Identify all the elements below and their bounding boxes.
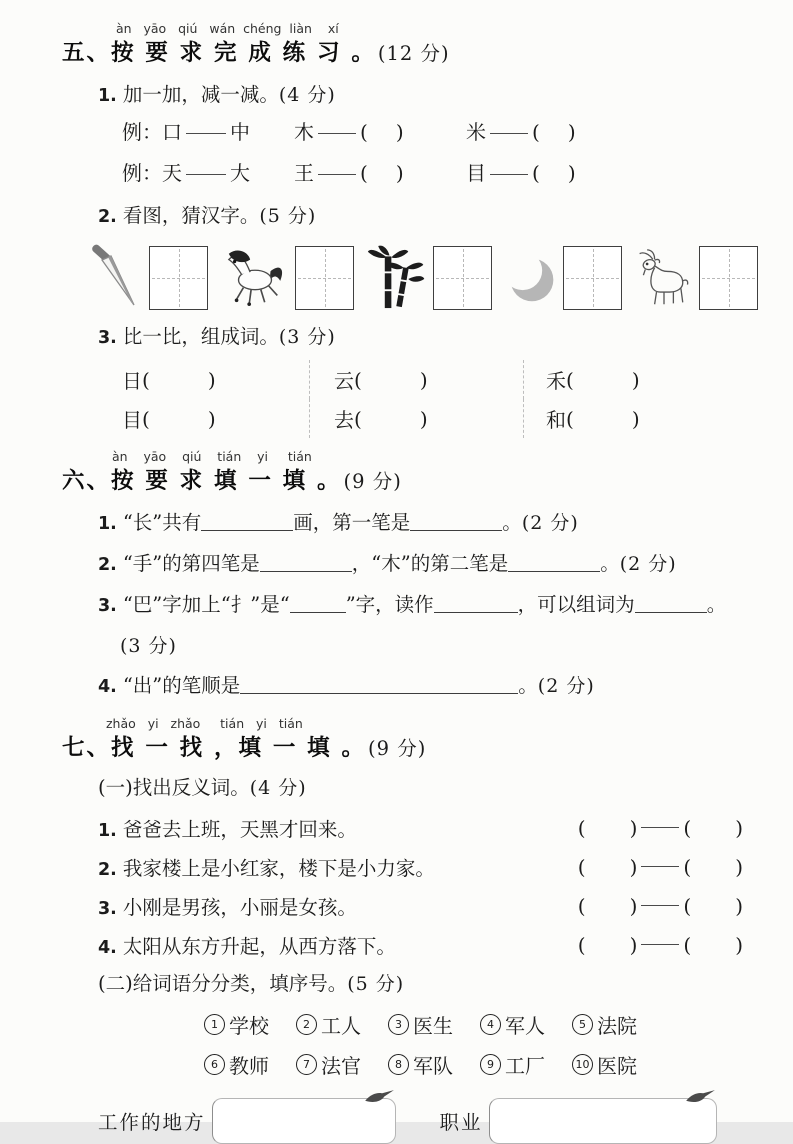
question-5-3-header — [98, 323, 793, 352]
exercise-cell — [466, 116, 576, 145]
circled-number: 3 — [388, 1014, 409, 1035]
circled-number: 9 — [480, 1054, 501, 1075]
word-item — [204, 1010, 269, 1039]
paren-open: ( — [577, 932, 586, 957]
section-six-title: 六、按 要 求 填 一 填 。 — [62, 468, 342, 494]
character-grid-box — [563, 246, 622, 310]
part-two-header — [98, 964, 793, 1004]
question-text: 。 — [518, 674, 538, 697]
antonym-answer-parens — [578, 816, 743, 840]
paren-open: ( — [532, 120, 540, 144]
paren-close: ) — [631, 406, 640, 431]
character-grid-box — [295, 246, 354, 310]
character: 木 — [294, 120, 314, 144]
sentence-number: 1. — [98, 820, 117, 841]
fill-blank — [240, 678, 518, 694]
word-label: 学校 — [229, 1013, 269, 1038]
circled-number: 4 — [480, 1014, 501, 1035]
paren-open: ( — [360, 120, 368, 144]
character: 王 — [294, 161, 314, 185]
antonym-sentence-row — [98, 886, 743, 925]
example-cell — [122, 157, 294, 186]
bird-icon — [363, 1089, 395, 1110]
question-text: “手”的第四笔是 — [122, 552, 260, 575]
word-list-row — [204, 1044, 793, 1084]
question-text: 比一比，组成词。 — [122, 325, 279, 348]
word-item — [480, 1050, 545, 1079]
section-six-score: (9 分) — [343, 470, 402, 493]
paren-close: ) — [419, 406, 428, 431]
question-5-2-header — [98, 202, 793, 231]
character: 日 — [122, 369, 142, 393]
question-6-2 — [98, 544, 793, 585]
goat-icon — [634, 247, 694, 309]
sentence-text: 爸爸去上班，天黑才回来。 — [122, 817, 357, 841]
paren-open: ( — [532, 161, 540, 185]
pinyin-annotation-six: àn yāo qiú tián yi tián — [112, 449, 312, 464]
part-score: (5 分) — [347, 973, 405, 995]
question-score: (2 分) — [537, 675, 595, 697]
bamboo-icon — [366, 244, 428, 312]
dash-line — [641, 905, 679, 906]
sentence — [98, 892, 578, 920]
fill-blank — [635, 597, 707, 613]
word-item — [296, 1010, 361, 1039]
antonym-sentence-row — [98, 925, 743, 964]
exercise-cell — [466, 157, 576, 186]
word-item — [572, 1010, 637, 1039]
sentence — [98, 931, 578, 959]
category-label: 工作的地方 — [98, 1111, 206, 1134]
paren-open: ( — [577, 893, 586, 918]
compare-cell — [122, 399, 310, 438]
antonym-sentence-row — [98, 808, 743, 847]
compare-words-grid — [122, 360, 793, 438]
paren-open: ( — [354, 406, 362, 431]
paren-open: ( — [566, 406, 574, 431]
dash-line — [186, 133, 226, 134]
word-list-row — [204, 1004, 793, 1044]
compare-cell — [310, 399, 524, 438]
question-text: “出”的笔顺是 — [122, 674, 241, 697]
compare-cell — [122, 360, 310, 399]
question-score: (2 分) — [521, 512, 579, 534]
part-one-header — [98, 768, 793, 808]
example-cell — [122, 116, 294, 145]
word-label: 教师 — [229, 1053, 269, 1078]
section-seven-score: (9 分) — [368, 737, 427, 760]
character: 禾 — [546, 369, 566, 393]
question-6-1 — [98, 503, 793, 544]
example-text: 例：天 — [122, 161, 182, 185]
question-text: 。 — [502, 511, 522, 534]
paren-open: ( — [566, 367, 574, 392]
category-label: 职业 — [439, 1111, 483, 1134]
exercise-cell — [294, 157, 466, 186]
word-item — [388, 1010, 453, 1039]
character: 目 — [466, 161, 486, 185]
question-score: (5 分) — [259, 205, 317, 227]
compare-cell — [310, 360, 524, 399]
paren-close: ) — [631, 367, 640, 392]
question-score: (3 分) — [278, 326, 336, 348]
dash-line — [641, 944, 679, 945]
pinyin-annotation-five: àn yāo qiú wán chéng liàn xí — [116, 21, 339, 36]
section-five-header — [62, 37, 793, 71]
question-5-1-header — [98, 81, 793, 110]
paren-close: ) — [395, 161, 404, 185]
paren-close: ) — [735, 893, 743, 918]
word-label: 法院 — [597, 1013, 637, 1038]
word-item — [480, 1010, 545, 1039]
dash-line — [641, 866, 679, 867]
question-score: (3 分) — [120, 635, 177, 657]
circled-number: 1 — [204, 1014, 225, 1035]
dash-line — [490, 174, 528, 175]
dash-line — [318, 133, 356, 134]
section-six-header — [62, 465, 793, 499]
exercise-cell — [294, 116, 466, 145]
question-number: 1. — [98, 514, 117, 534]
paren-open: ( — [683, 932, 692, 957]
paren-open: ( — [360, 161, 368, 185]
fill-blank — [434, 597, 518, 613]
question-text: 画，第一笔是 — [293, 511, 411, 534]
character: 和 — [546, 408, 566, 432]
fill-blank — [290, 597, 346, 613]
example-result: 大 — [230, 161, 250, 185]
word-label: 医生 — [413, 1013, 453, 1038]
compare-cell — [524, 399, 724, 438]
horse-icon — [220, 246, 290, 310]
question-6-4 — [98, 666, 793, 707]
part-label: (二)给词语分分类，填序号。 — [98, 972, 348, 995]
paren-open: ( — [683, 893, 692, 918]
sentence-text: 小刚是男孩，小丽是女孩。 — [122, 895, 357, 919]
category-answer-box — [489, 1098, 717, 1144]
character: 云 — [334, 369, 354, 393]
bird-icon — [684, 1089, 716, 1110]
word-label: 工厂 — [505, 1053, 545, 1078]
paren-open: ( — [142, 367, 150, 392]
antonym-answer-parens — [578, 855, 743, 879]
fill-blank — [260, 556, 352, 572]
paren-open: ( — [577, 854, 586, 879]
character: 目 — [122, 408, 142, 432]
circled-number: 6 — [204, 1054, 225, 1075]
character-grid-box — [149, 246, 208, 310]
question-text: 加一加，减一减。 — [122, 83, 279, 106]
add-subtract-row — [122, 151, 793, 192]
question-number: 1. — [98, 86, 117, 106]
dash-line — [641, 827, 679, 828]
paren-close: ) — [567, 120, 576, 144]
dash-line — [318, 174, 356, 175]
question-text: ，“木”的第二笔是 — [351, 552, 509, 575]
section-five-score: (12 分) — [377, 42, 450, 65]
sentence — [98, 853, 578, 881]
paren-open: ( — [354, 367, 362, 392]
example-result: 中 — [230, 120, 250, 144]
question-number: 4. — [98, 677, 117, 697]
sentence-number: 2. — [98, 859, 117, 880]
paren-close: ) — [419, 367, 428, 392]
question-number: 2. — [98, 555, 117, 575]
moon-icon — [504, 248, 558, 308]
word-item — [388, 1050, 453, 1079]
paren-close: ) — [629, 854, 638, 879]
section-five-title: 五、按 要 求 完 成 练 习 。 — [62, 40, 376, 66]
question-text: 看图，猜汉字。 — [122, 204, 260, 227]
word-label: 医院 — [597, 1053, 637, 1078]
word-label: 工人 — [321, 1013, 361, 1038]
picture-guess-row — [88, 243, 793, 313]
question-text: ，可以组词为 — [517, 593, 635, 616]
part-score: (4 分) — [249, 777, 307, 799]
circled-number: 2 — [296, 1014, 317, 1035]
fill-blank — [201, 515, 293, 531]
paren-close: ) — [629, 815, 638, 840]
fill-blank — [410, 515, 502, 531]
paren-close: ) — [735, 815, 743, 840]
paren-close: ) — [629, 893, 638, 918]
paren-open: ( — [142, 406, 150, 431]
word-label: 军队 — [413, 1053, 453, 1078]
question-text: “长”共有 — [122, 511, 202, 534]
fill-blank — [508, 556, 600, 572]
classification-answer-row — [98, 1098, 793, 1144]
dash-line — [490, 133, 528, 134]
circled-number: 8 — [388, 1054, 409, 1075]
character-grid-box — [699, 246, 758, 310]
question-text: 。 — [600, 552, 620, 575]
paren-close: ) — [207, 367, 216, 392]
word-label: 法官 — [321, 1053, 361, 1078]
word-label: 军人 — [505, 1013, 545, 1038]
question-6-3 — [98, 585, 793, 626]
question-score: (4 分) — [278, 84, 336, 106]
example-text: 例：口 — [122, 120, 182, 144]
question-number: 3. — [98, 328, 117, 348]
word-item — [296, 1050, 361, 1079]
antonym-answer-parens — [578, 933, 743, 957]
paren-close: ) — [207, 406, 216, 431]
paren-open: ( — [683, 815, 692, 840]
antonym-sentence-row — [98, 847, 743, 886]
question-6-3-score-line — [120, 626, 793, 666]
question-text: ”字，读作 — [345, 593, 434, 616]
question-text: “巴”字加上“扌”是“ — [122, 593, 290, 616]
paren-close: ) — [395, 120, 404, 144]
paren-close: ) — [735, 854, 743, 879]
question-number: 3. — [98, 596, 117, 616]
section-seven-header — [62, 732, 793, 766]
character-grid-box — [433, 246, 492, 310]
sentence — [98, 814, 578, 842]
antonym-answer-parens — [578, 894, 743, 918]
paren-close: ) — [735, 932, 743, 957]
knife-icon — [88, 245, 144, 311]
section-seven-title: 七、找 一 找 ，填 一 填 。 — [62, 735, 366, 761]
pinyin-annotation-seven: zhǎo yi zhǎo tián yi tián — [106, 716, 303, 731]
sentence-number: 4. — [98, 937, 117, 958]
question-score: (2 分) — [619, 553, 677, 575]
word-item — [204, 1050, 269, 1079]
dash-line — [186, 174, 226, 175]
compare-cell — [524, 360, 724, 399]
paren-close: ) — [567, 161, 576, 185]
sentence-number: 3. — [98, 898, 117, 919]
character: 米 — [466, 120, 486, 144]
question-number: 2. — [98, 207, 117, 227]
sentence-text: 太阳从东方升起，从西方落下。 — [122, 934, 396, 958]
character: 去 — [334, 408, 354, 432]
circled-number: 7 — [296, 1054, 317, 1075]
paren-close: ) — [629, 932, 638, 957]
paren-open: ( — [683, 854, 692, 879]
sentence-text: 我家楼上是小红家，楼下是小力家。 — [122, 856, 435, 880]
question-text: 。 — [706, 593, 727, 616]
category-answer-box — [212, 1098, 396, 1144]
paren-open: ( — [577, 815, 586, 840]
circled-number: 10 — [572, 1054, 593, 1075]
part-label: (一)找出反义词。 — [98, 776, 250, 799]
word-item — [572, 1050, 637, 1079]
add-subtract-row — [122, 110, 793, 151]
circled-number: 5 — [572, 1014, 593, 1035]
